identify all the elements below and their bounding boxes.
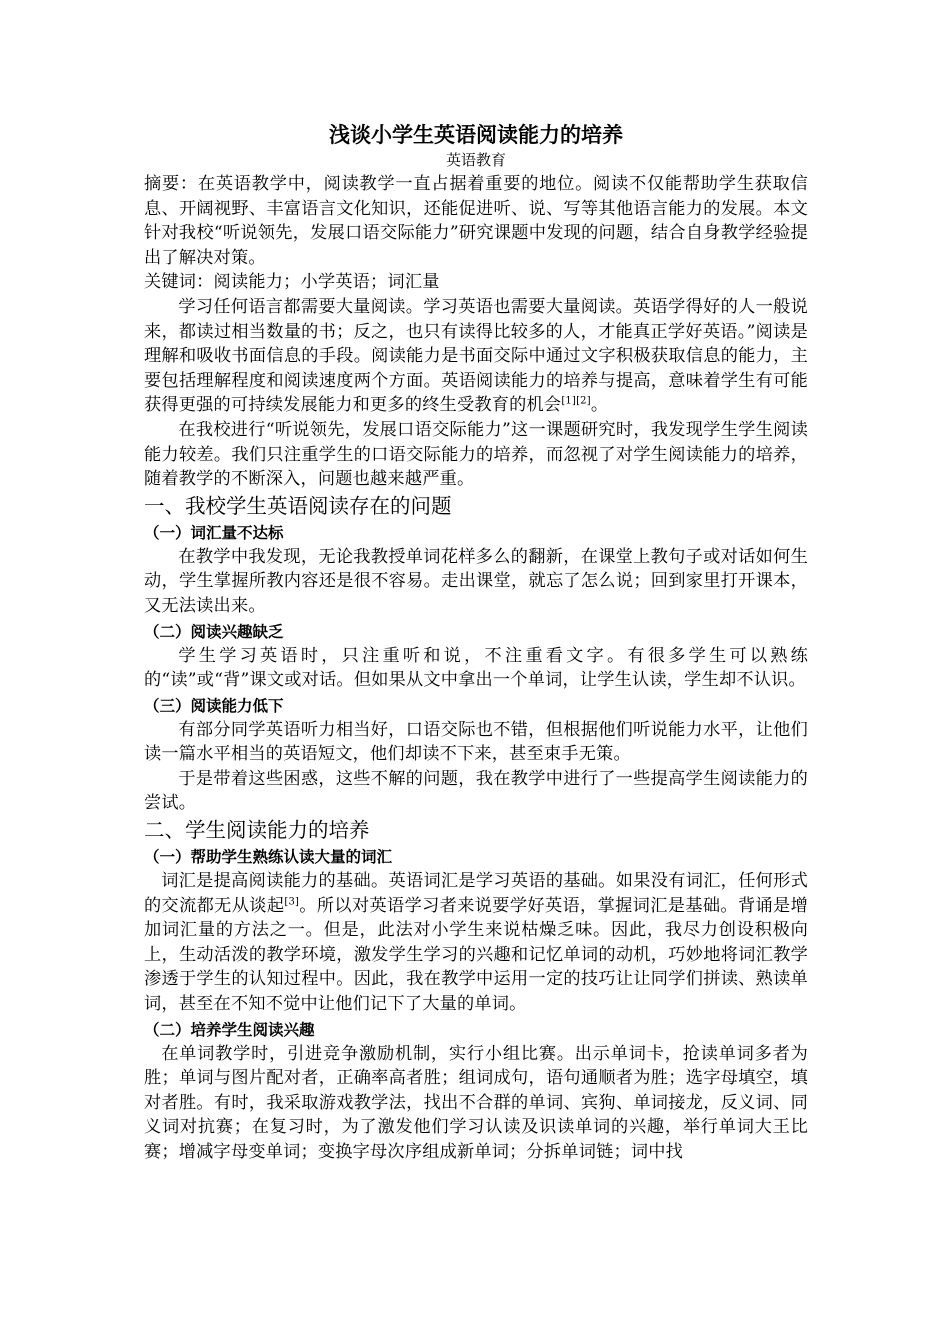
- document-page: [144, 120, 808, 1165]
- section-1-subheading-3: （三）阅读能力低下: [144, 696, 284, 715]
- intro-paragraph-1-end: 。: [590, 395, 609, 416]
- section-1-paragraph-4: 于是带着这些困惑，这些不解的问题，我在教学中进行了一些提高学生阅读能力的尝试。: [144, 768, 808, 814]
- intro-paragraph-2: 在我校进行“听说领先，发展口语交际能力”这一课题研究时，我发现学生学生阅读能力较差。我们只注重学生的口语交际能力的培养，而忽视了对学生阅读能力的培养，随着教学的不断深入，问题也越来越严重。: [144, 419, 808, 490]
- citation-ref: [1][2]: [561, 395, 591, 407]
- section-1-subheading-2: （二）阅读兴趣缺乏: [144, 622, 284, 641]
- section-2-heading: 二、学生阅读能力的培养: [144, 818, 370, 843]
- document-subtitle: 英语教育: [445, 151, 506, 169]
- abstract: 摘要：在英语教学中，阅读教学一直占据着重要的地位。阅读不仅能帮助学生获取信息、开阔视野、丰富语言文化知识，还能促进听、说、写等其他语言能力的发展。本文针对我校“听说领先，发展口语交际能力”研究课题中发现的问题，结合自身教学经验提出了解决对策。: [144, 174, 808, 268]
- document-title: 浅谈小学生英语阅读能力的培养: [329, 122, 623, 147]
- section-1-heading: 一、我校学生英语阅读存在的问题: [144, 493, 452, 518]
- keywords: 关键词：阅读能力；小学英语；词汇量: [144, 272, 440, 293]
- citation-ref: [3]: [284, 895, 300, 907]
- intro-paragraph-1-text: 学习任何语言都需要大量阅读。学习英语也需要大量阅读。英语学得好的人一般说来，都读过相当数量的书；反之，也只有读得比较多的人，才能真正学好英语。”阅读是理解和吸收书面信息的手段。阅读能力是书面交际中通过文字积极获取信息的能力，主要包括理解程度和阅读速度两个方面。英语阅读能力的培养与提高，意味着学生有可能获得更强的可持续发展能力和更多的终生受教育的机会: [144, 296, 808, 416]
- section-1-paragraph-3: 有部分同学英语听力相当好，口语交际也不错，但根据他们听说能力水平，让他们读一篇水平相当的英语短文，他们却读不下来，甚至束手无策。: [144, 719, 808, 765]
- section-2-paragraph-1-part-a: 词汇是提高阅读能力的基础。英语词汇是学习英语的基础。如果没有词汇，任何形式的交流都无从谈起: [144, 871, 808, 916]
- section-2-paragraph-1-part-b: 。所以对英语学习者来说要学好英语，掌握词汇是基础。背诵是增加词汇量的方法之一。但是，此法对小学生来说枯燥乏味。因此，我尽力创设积极向上，生动活泼的教学环境，激发学生学习的兴趣和记忆单词的动机，巧妙地将词汇教学渗透于学生的认知过程中。因此，我在教学中运用一定的技巧让让同学们拼读、熟读单词，甚至在不知不觉中让他们记下了大量的单词。: [144, 895, 808, 1015]
- intro-paragraph-1: [144, 295, 808, 418]
- section-2-paragraph-1: [144, 869, 808, 1017]
- section-1-paragraph-1: 在教学中我发现，无论我教授单词花样多么的翻新，在课堂上教句子或对话如何生动，学生掌握所教内容还是很不容易。走出课堂，就忘了怎么说；回到家里打开课本，又无法读出来。: [144, 546, 808, 616]
- section-1-paragraph-2: 学生学习英语时，只注重听和说，不注重看文字。有很多学生可以熟练的“读”或“背”课文或对话。但如果从文中拿出一个单词，让学生认读，学生却不认识。: [144, 645, 808, 691]
- section-2-subheading-2: （二）培养学生阅读兴趣: [144, 1020, 315, 1039]
- section-2-paragraph-2: 在单词教学时，引进竞争激励机制，实行小组比赛。出示单词卡，抢读单词多者为胜；单词与图片配对者，正确率高者胜；组词成句，语句通顺者为胜；选字母填空，填对者胜。有时，我采取游戏教学法，找出不合群的单词、宾狗、单词接龙，反义词、同义词对抗赛；在复习时，为了激发他们学习认读及识读单词的兴趣，举行单词大王比赛；增减字母变单词；变换字母次序组成新单词；分拆单词链；词中找: [144, 1043, 808, 1162]
- section-2-subheading-1: （一）帮助学生熟练认读大量的词汇: [144, 848, 393, 867]
- section-1-subheading-1: （一）词汇量不达标: [144, 523, 284, 542]
